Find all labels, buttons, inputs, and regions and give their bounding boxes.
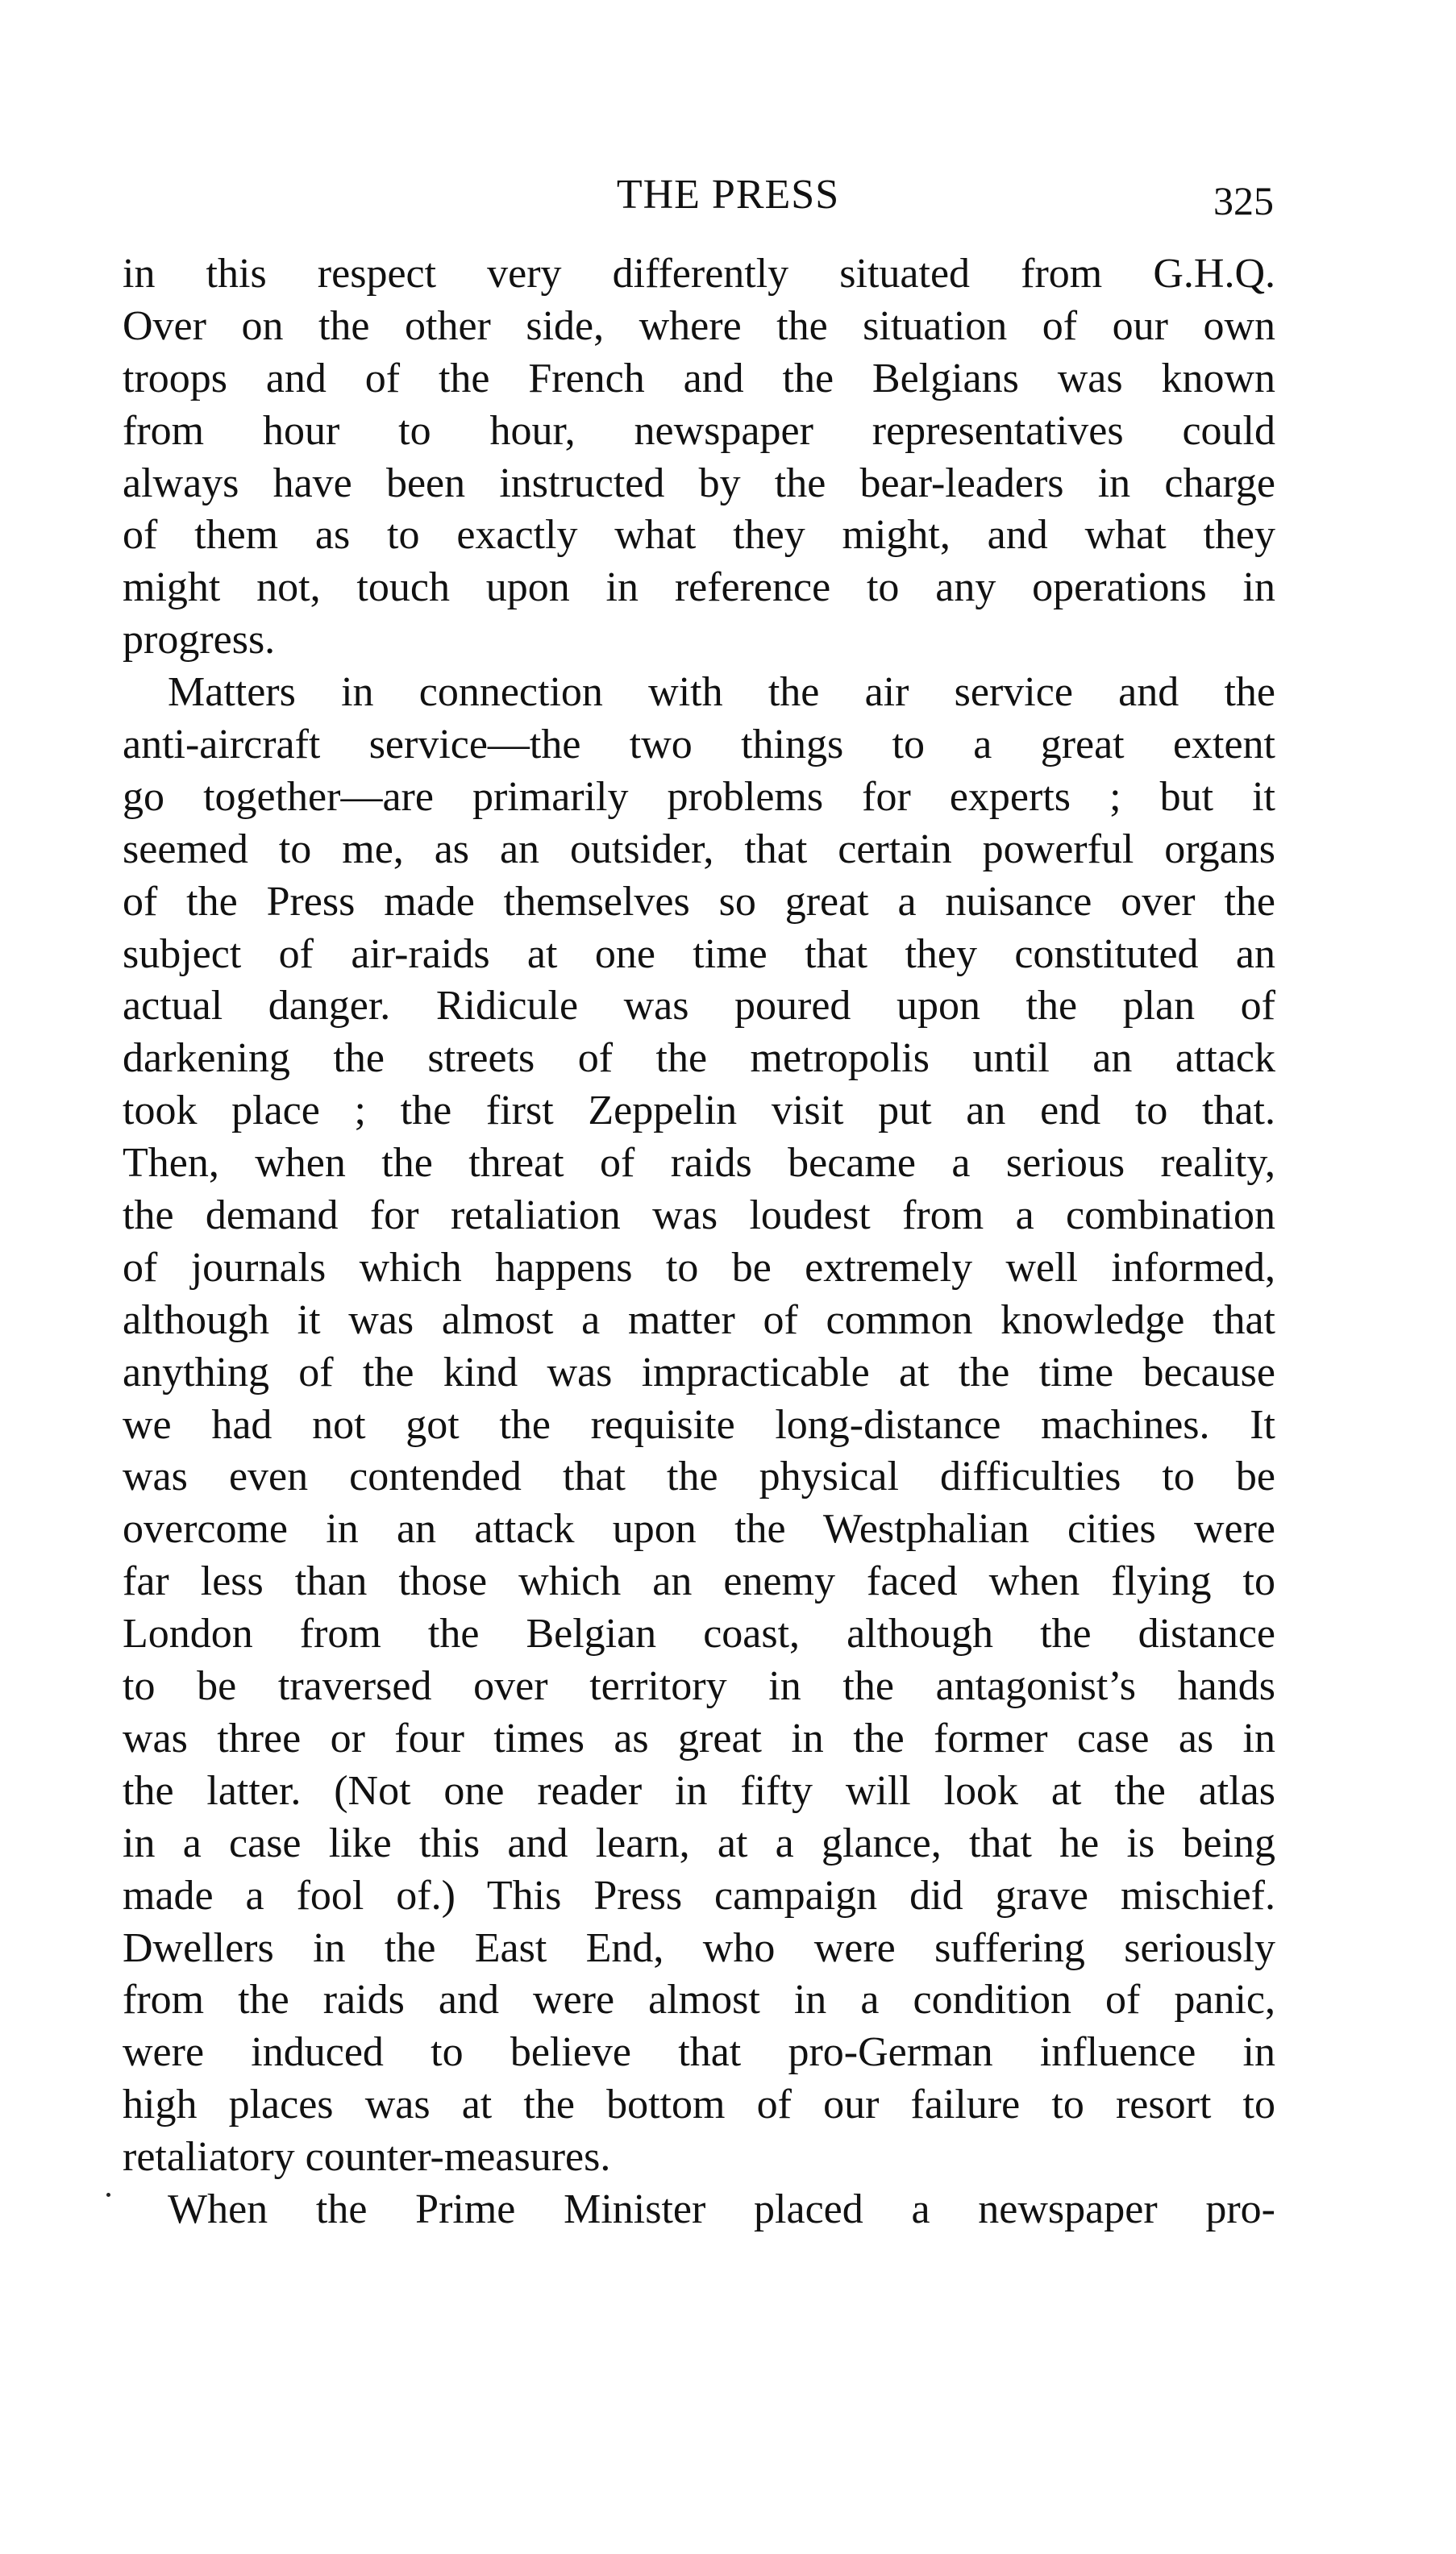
page-number: 325: [1213, 178, 1274, 223]
text-line: took place ; the first Zeppelin visit put an end to that.: [123, 1088, 1275, 1134]
text-line: seemed to me, as an outsider, that certain powerful organs: [123, 826, 1275, 872]
text-line: Dwellers in the East End, who were suffering seriously: [123, 1924, 1275, 1971]
text-line: made a fool of.) This Press campaign did grave mischief.: [123, 1872, 1275, 1919]
text-line: troops and of the French and the Belgians was known: [123, 355, 1275, 401]
text-line: overcome in an attack upon the Westphalian cities were: [123, 1506, 1275, 1553]
text-line: Over on the other side, where the situation of our own: [123, 302, 1275, 349]
text-line: actual danger. Ridicule was poured upon the plan of: [123, 983, 1275, 1030]
text-line: anything of the kind was impracticable at the time because: [123, 1349, 1275, 1396]
paragraph: [123, 667, 1275, 2184]
paragraph: [123, 248, 1275, 667]
text-line: the demand for retaliation was loudest from a combination: [123, 1192, 1275, 1239]
text-line: from the raids and were almost in a condition of panic,: [123, 1977, 1275, 2024]
text-line: we had not got the requisite long-distance machines. It: [123, 1401, 1275, 1448]
text-line: subject of air-raids at one time that they constituted an: [123, 930, 1275, 977]
paragraph: [123, 2184, 1275, 2236]
text-line: Matters in connection with the air service and the: [168, 669, 1275, 716]
body-text: [123, 248, 1275, 2236]
text-line: of them as to exactly what they might, and what they: [123, 512, 1275, 559]
text-line: in a case like this and learn, at a glance, that he is being: [123, 1820, 1275, 1866]
text-line: in this respect very differently situated from G.H.Q.: [123, 251, 1275, 297]
text-line: was even contended that the physical difficulties to be: [123, 1454, 1275, 1500]
text-line: anti-aircraft service—the two things to a great extent: [123, 722, 1275, 768]
text-line: to be traversed over territory in the antagonist’s hands: [123, 1663, 1275, 1710]
text-line: Then, when the threat of raids became a serious reality,: [123, 1140, 1275, 1187]
text-line: although it was almost a matter of common knowledge that: [123, 1296, 1275, 1343]
stray-ink-mark: [106, 2193, 110, 2197]
text-line: might not, touch upon in reference to any operations in: [123, 564, 1275, 611]
text-line: of the Press made themselves so great a nuisance over the: [123, 878, 1275, 925]
text-line: were induced to believe that pro-German influence in: [123, 2029, 1275, 2076]
text-line: always have been instructed by the bear-leaders in charge: [123, 460, 1275, 506]
text-line: London from the Belgian coast, although the distance: [123, 1611, 1275, 1658]
text-line: high places was at the bottom of our failure to resort to: [123, 2082, 1275, 2128]
running-title: THE PRESS: [616, 172, 840, 218]
text-line: retaliatory counter-measures.: [123, 2134, 611, 2181]
text-line: from hour to hour, newspaper representatives could: [123, 407, 1275, 454]
text-line: progress.: [123, 617, 276, 663]
text-line: of journals which happens to be extremely well informed,: [123, 1244, 1275, 1291]
text-line: far less than those which an enemy faced when flying to: [123, 1558, 1275, 1605]
text-line: darkening the streets of the metropolis until an attack: [123, 1035, 1275, 1082]
text-line: the latter. (Not one reader in fifty will look at the atlas: [123, 1767, 1275, 1814]
text-line: go together—are primarily problems for experts ; but it: [123, 773, 1275, 820]
text-line: When the Prime Minister placed a newspaper pro-: [168, 2186, 1275, 2232]
text-line: was three or four times as great in the former case as in: [123, 1715, 1275, 1762]
